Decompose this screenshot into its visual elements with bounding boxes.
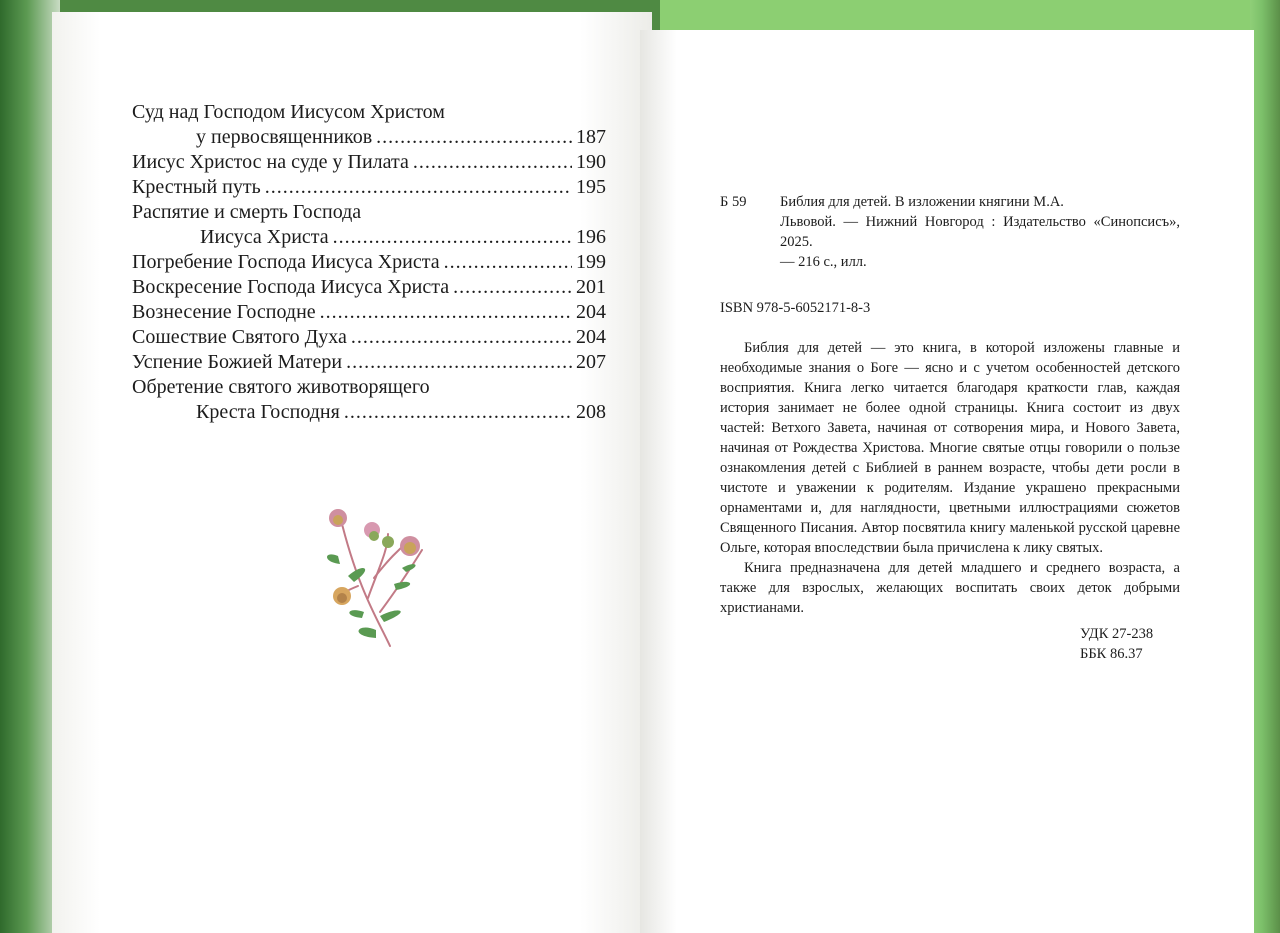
toc-entry: [132, 150, 606, 175]
toc-page-number: 207: [576, 351, 606, 373]
isbn: ISBN 978-5-6052171-8-3: [720, 300, 871, 316]
toc-page-number: 196: [576, 226, 606, 248]
book-cover-right-edge: [1250, 0, 1280, 933]
toc-entry-title: Крестный путь: [132, 176, 261, 198]
toc-entry-title: Погребение Господа Иисуса Христа: [132, 251, 440, 273]
toc-entry-title: Воскресение Господа Иисуса Христа: [132, 276, 450, 298]
toc-entry-title-cont: Креста Господня: [196, 401, 340, 423]
toc-page-number: 190: [576, 151, 606, 173]
toc-leader-dots: [320, 300, 572, 325]
toc-page-number: 204: [576, 301, 606, 323]
toc-leader-dots: [333, 225, 572, 250]
toc-leader-dots: [413, 150, 572, 175]
toc-page-number: 201: [576, 276, 606, 298]
annotation-paragraph: Книга предназначена для детей младшего и среднего возраста, а также для взрослых, желающих воспитать своих деток добрыми христианами.: [720, 560, 1180, 616]
catalog-code: Б 59: [720, 194, 747, 210]
toc-page-number: 187: [576, 126, 606, 148]
toc-entry-title: Вознесение Господне: [132, 301, 316, 323]
bibliographic-line: Библия для детей. В изложении княгини М.А.: [780, 194, 1064, 210]
book-cover-top-edge: [660, 0, 1280, 34]
toc-leader-dots: [351, 325, 572, 350]
toc-entry: [132, 375, 606, 425]
toc-entry: [132, 100, 606, 150]
toc-page-number: 204: [576, 326, 606, 348]
toc-entry-title: Суд над Господом Иисусом Христом: [132, 101, 445, 123]
toc-entry-title: Иисус Христос на суде у Пилата: [132, 151, 409, 173]
toc-entry: [132, 300, 606, 325]
annotation: [720, 338, 1180, 618]
toc-entry: [132, 200, 606, 250]
toc-entry: [132, 350, 606, 375]
toc-leader-dots: [346, 350, 572, 375]
bibliographic-line: — 216 с., илл.: [780, 254, 867, 270]
toc-leader-dots: [265, 175, 572, 200]
toc-entry-title: Успение Божией Матери: [132, 351, 343, 373]
toc-entry: [132, 175, 606, 200]
flower-sprig-icon: [318, 500, 498, 650]
udk-code: УДК 27-238: [1080, 626, 1154, 642]
bbk-code: ББК 86.37: [1080, 646, 1143, 662]
toc-entry: [132, 325, 606, 350]
toc-entry: [132, 275, 606, 300]
annotation-paragraph: Библия для детей — это книга, в которой изложены главные и необходимые знания о Боге — ясно и с учетом особенностей детского восприятия. Книга легко читается благодаря краткости глав, каждая история занимает не более одной страницы. Книга состоит из двух частей: Ветхого Завета, начиная от сотворения мира, и Нового Завета, начиная от Рождества Христова. Многие святые отцы говорили о пользе ознакомления детей с Библией в раннем возрасте, чтобы дети росли в чистоте и уважении к родителям. Издание украшено прекрасными орнаментами и, для наглядности, цветными иллюстрациями сюжетов Священного Писания. Автор посвятила книгу маленькой русской царевне Ольге, которая впоследствии была причислена к лику святых.: [720, 340, 1180, 556]
toc-entry-title-cont: Иисуса Христа: [200, 226, 329, 248]
toc-entry-title: Сошествие Святого Духа: [132, 326, 347, 348]
toc-entry-title: Распятие и смерть Господа: [132, 201, 362, 223]
toc-page-number: 195: [576, 176, 606, 198]
bibliographic-record: [720, 192, 1180, 664]
toc-leader-dots: [376, 125, 572, 150]
toc-leader-dots: [344, 400, 572, 425]
classification-codes: [720, 624, 1180, 664]
toc-entry-title: Обретение святого животворящего: [132, 376, 430, 398]
table-of-contents: [132, 100, 606, 425]
toc-leader-dots: [444, 250, 572, 275]
toc-page-number: 208: [576, 401, 606, 423]
bibliographic-line: Львовой. — Нижний Новгород : Издательство «Синопсисъ», 2025.: [780, 214, 1180, 250]
toc-entry-title-cont: у первосвященников: [196, 126, 373, 148]
toc-page-number: 199: [576, 251, 606, 273]
toc-leader-dots: [453, 275, 572, 300]
toc-entry: [132, 250, 606, 275]
book-cover-left-edge: [0, 0, 60, 933]
